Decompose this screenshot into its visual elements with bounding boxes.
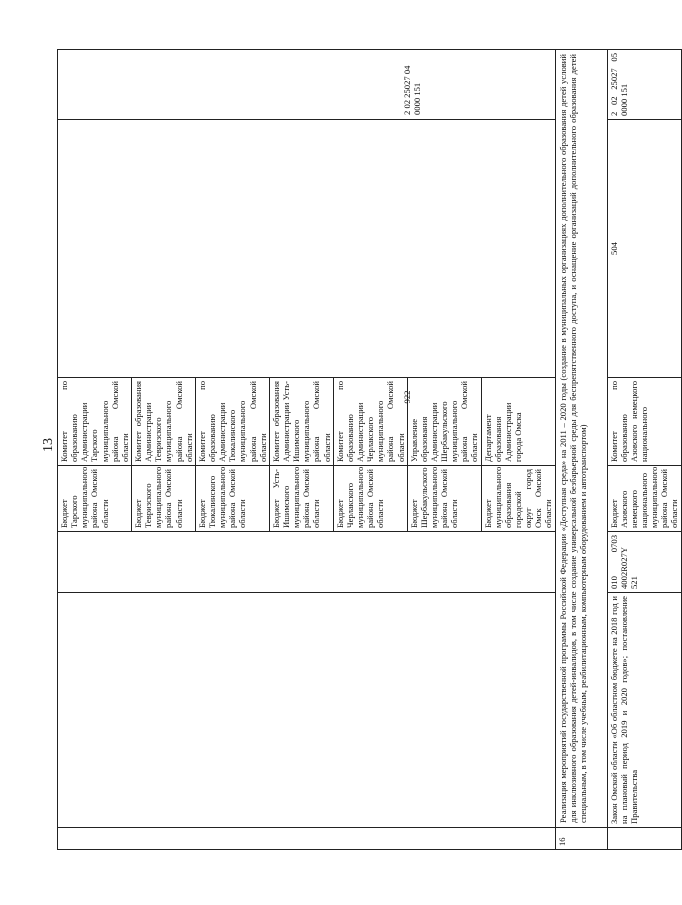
row-number-cell: 16 bbox=[555, 828, 607, 850]
row-number-cell bbox=[607, 828, 681, 850]
law-cell: Закон Омской области «Об областном бюджете на 2018 год и на плановый период 2019 и 2020 годов»; постановление Правительства bbox=[607, 593, 681, 828]
admin-cell: Комитет по образованию Администрации Тюкалинского муниципального района Омской области bbox=[195, 378, 269, 466]
admin-cell: Комитет по образованию Азовского немецкого национального bbox=[607, 378, 681, 466]
budget-cell: Бюджет Тюкалинского муниципального района Омской области bbox=[195, 466, 269, 532]
program-title-cell: Реализация мероприятий государственной программы Российской Федерации «Доступная среда» на 2011 – 2020 годы (создание в муниципальных организациях дополнительного образования детей условий для инклюзивного образования детей-инвалидов, в том числе создание универсальной безбарьерной среды для беспрепятственного доступа, и оснащение организаций дополнительного образования детей специальным, в том числе учебным, реабилитационным, компьютерным оборудованием и автотранспортом) bbox=[555, 50, 607, 828]
budget-cell: Бюджет Шербакульского муниципального района Омской области bbox=[407, 466, 481, 532]
code-cell: 504 bbox=[607, 120, 681, 378]
admin-cell: Комитет по образованию Администрации Черлакского муниципального района Омской области bbox=[333, 378, 407, 466]
rotated-page bbox=[57, 50, 680, 850]
budget-cell: Бюджет муниципального образования городской округ город Омск Омской области bbox=[481, 466, 555, 532]
admin-cell: Комитет образования Администрации Усть-Ишимского муниципального района Омской области bbox=[269, 378, 333, 466]
budget-cell: Бюджет Тевризского муниципального района Омской области bbox=[131, 466, 195, 532]
row-number-cell bbox=[58, 828, 556, 850]
omsk-code: 922 bbox=[402, 390, 412, 404]
admin-cell: Управление образования Администрации Шербакульского муниципального района Омской области bbox=[407, 378, 481, 466]
table-row bbox=[58, 50, 132, 850]
table-row bbox=[555, 50, 607, 850]
classification-cell: 010 0703 4002R027Y 521 bbox=[607, 532, 681, 593]
kbk-cell bbox=[58, 50, 556, 120]
classification-cell bbox=[58, 532, 556, 593]
omsk-kbk: 2 02 25027 04 0000 151 bbox=[402, 65, 423, 115]
empty-cell bbox=[58, 120, 556, 378]
admin-cell: Департамент образования Администрации города Омска bbox=[481, 378, 555, 466]
table-row bbox=[607, 50, 681, 850]
budget-cell: Бюджет Усть-Ишимского муниципального района Омской области bbox=[269, 466, 333, 532]
admin-cell: Комитет образования Администрации Тевризского муниципального района Омской области bbox=[131, 378, 195, 466]
budget-table bbox=[57, 49, 682, 850]
admin-cell: Комитет по образованию Администрации Тарского муниципального района Омской области bbox=[58, 378, 132, 466]
budget-cell: Бюджет Азовского немецкого национального муниципального района Омской области bbox=[607, 466, 681, 532]
law-cell bbox=[58, 593, 556, 828]
kbk-cell: 2 02 25027 05 0000 151 bbox=[607, 50, 681, 120]
budget-cell: Бюджет Тарского муниципального района Омской области bbox=[58, 466, 132, 532]
page-number: 13 bbox=[41, 438, 56, 452]
budget-cell: Бюджет Черлакского муниципального района Омской области bbox=[333, 466, 407, 532]
